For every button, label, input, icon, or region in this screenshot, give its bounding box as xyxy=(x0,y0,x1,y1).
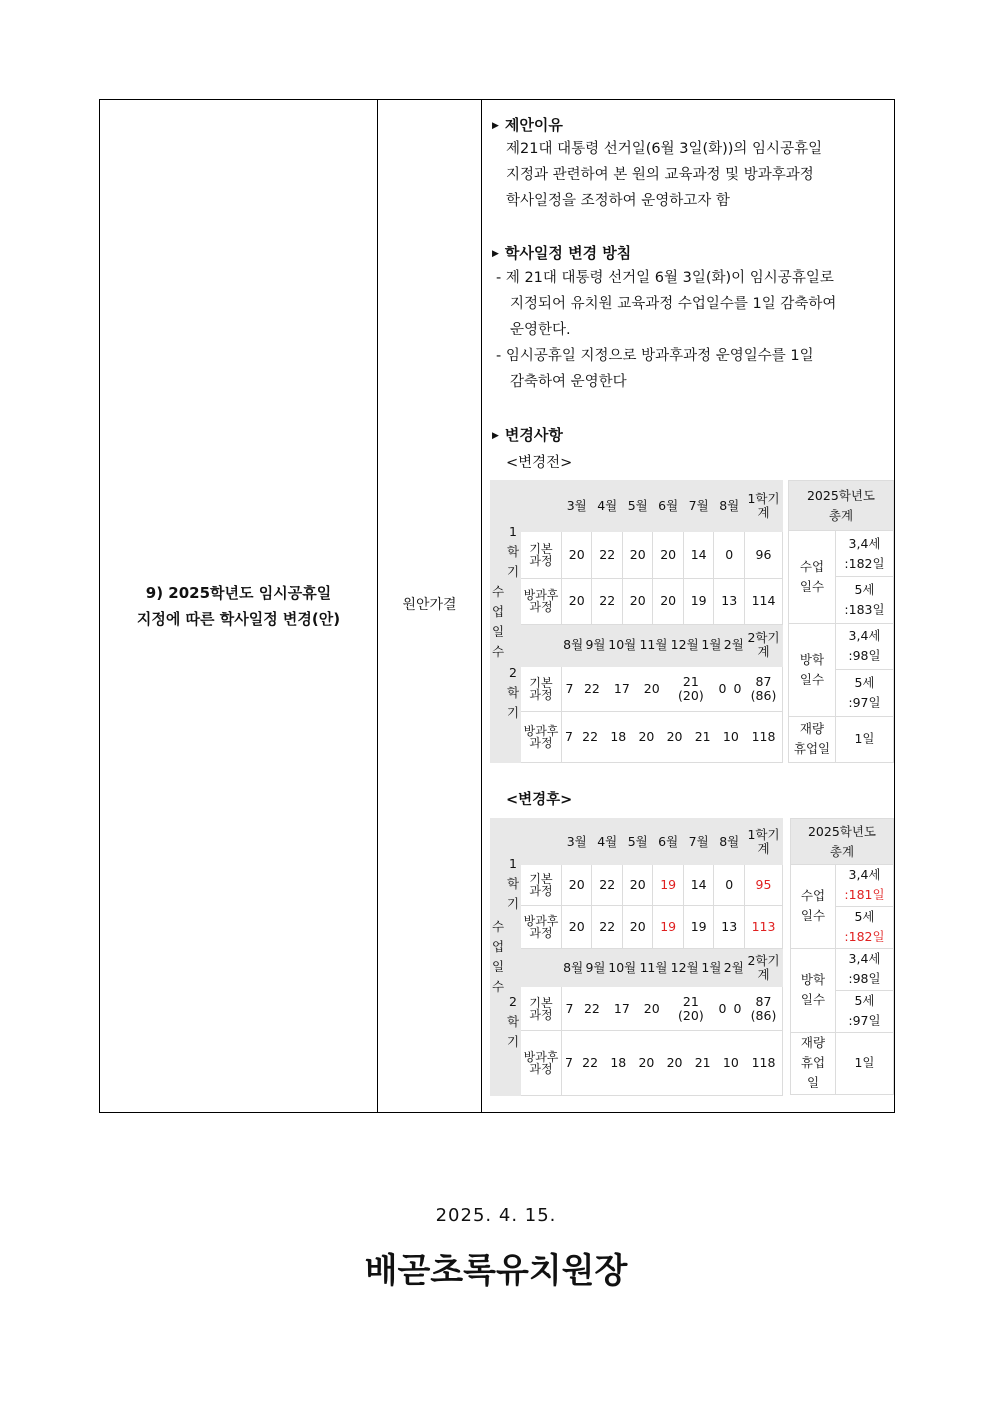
row-basic: 기본 과정 xyxy=(521,531,562,579)
document-date: 2025. 4. 15. xyxy=(435,1205,557,1226)
agenda-table xyxy=(99,99,895,1113)
section-policy-title: ▶ 학사일정 변경 방침 xyxy=(492,244,632,262)
triangle-bullet-icon: ▶ xyxy=(492,121,499,131)
agenda-cell xyxy=(100,100,378,1112)
decision-cell xyxy=(378,100,482,1112)
triangle-bullet-icon: ▶ xyxy=(492,249,499,259)
triangle-bullet-icon: ▶ xyxy=(492,431,499,441)
days-label: 수 업 일 수 xyxy=(491,481,506,763)
sem2-label: 2 학 기 xyxy=(506,624,521,763)
before-summary-table: 2025학년도 총계 수업 일수 3,4세 :182일 5세 :183일 방학 일수 3,4세 :98일 5세 :97일 재량 휴업일 1일 xyxy=(788,480,894,763)
section-reason-title: ▶ 제안이유 xyxy=(492,116,563,134)
after-summary-table: 2025학년도 총계 수업 일수 3,4세 :181일 5세 :182일 방학 일수 3,4세 :98일 5세 :97일 재량 휴업 일 1일 xyxy=(790,818,894,1095)
signer-title: 배곧초록유치원장 xyxy=(364,1251,628,1291)
policy-item-1: - 제 21대 대통령 선거일 6월 3일(화)이 임시공휴일로 지정되어 유치원 교육과정 수업일수를 1일 감축하여 운영한다. xyxy=(496,270,837,338)
before-label: <변경전> xyxy=(506,455,573,471)
before-schedule-table: 수 업 일 수 1 학 기 3월 4월 5월 6월 7월 8월 1학기 계 기본 과정 20 22 20 20 14 0 96 방과후 과정 20 22 20 20 19 13 114 2 학 기 8월 9월 10월 11월 12월 1월 2월 2학기 계 기본 과정 7 22 17 20 21 (20) 0 0 87 (86) 방과후 과정 7 22 18 20 20 21 10 118 xyxy=(490,480,783,763)
row-after-school: 방과후 과정 xyxy=(521,579,562,624)
after-label: <변경후> xyxy=(506,792,573,808)
policy-item-2: - 임시공휴일 지정으로 방과후과정 운영일수를 1일 감축하여 운영한다 xyxy=(496,348,814,390)
sem1-label: 1 학 기 xyxy=(506,481,521,625)
decision-text: 원안가결 xyxy=(402,597,457,613)
after-schedule-table: 수 업 일 수 1 학 기 3월 4월 5월 6월 7월 8월 1학기 계 기본 과정 20 22 20 19 14 0 95 방과후 과정 20 22 20 19 19 13 113 2 학 기 8월 9월 10월 11월 12월 1월 2월 2학기 계 기본 과정 7 22 17 20 21 (20) 0 0 87 (86) 방과후 과정 7 22 18 20 20 21 10 118 xyxy=(490,818,783,1096)
content-cell xyxy=(482,100,894,1112)
section-reason-body: 제21대 대통령 선거일(6월 3일(화))의 임시공휴일 지정과 관련하여 본 원의 교육과정 및 방과후과정 학사일정을 조정하여 운영하고자 함 xyxy=(506,141,823,209)
agenda-title: 9) 2025학년도 임시공휴일 지정에 따른 학사일정 변경(안) xyxy=(136,584,341,628)
section-changes-title: ▶ 변경사항 xyxy=(492,426,563,444)
